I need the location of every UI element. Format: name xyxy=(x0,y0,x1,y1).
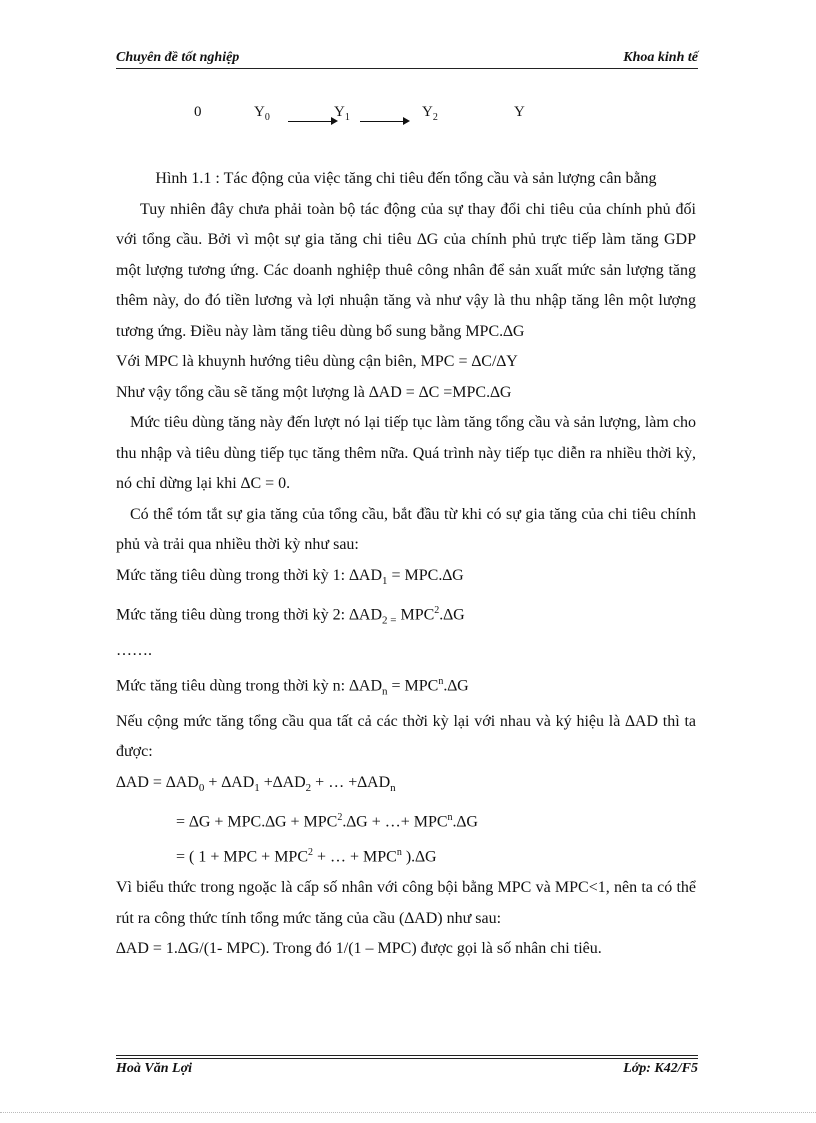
footer-left-text: Hoà Văn Lợi xyxy=(116,1061,192,1076)
axis-origin: 0 xyxy=(194,104,202,120)
axis-arrow-2 xyxy=(360,121,404,122)
footer-right-text: Lớp: K42/F5 xyxy=(623,1061,698,1076)
header-right-text: Khoa kinh tế xyxy=(623,50,698,65)
paragraph-2: Với MPC là khuynh hướng tiêu dùng cận biên, MPC = ∆C/∆Y xyxy=(116,353,518,370)
period-2-line: Mức tăng tiêu dùng trong thời kỳ 2: $\Delta AD_{2 =}$ MPC$^2$.∆G xyxy=(116,605,465,627)
figure-caption: Hình 1.1 : Tác động của việc tăng chi tiêu đến tổng cầu và sản lượng cân bằng xyxy=(155,170,657,187)
equation-3: = ( 1 + MPC + $MPC^2$ + … + $MPC^n$ ).∆G xyxy=(176,847,437,866)
paragraph-5: Có thể tóm tắt sự gia tăng của tổng cầu, bắt đầu từ khi có sự gia tăng của chi tiêu chính phủ và trải qua nhiều thời kỳ như sau: xyxy=(116,505,696,553)
equation-2: = $\Delta G + MPC.\Delta G + MPC^2.\Delta G$ + …+ $MPC^n.\Delta G$ xyxy=(176,812,478,831)
footer-rule-top xyxy=(116,1055,698,1056)
paragraph-8: ∆AD = 1.∆G/(1- MPC). Trong đó 1/(1 – MPC) được gọi là số nhân chi tiêu. xyxy=(116,940,602,958)
axis-y2: $Y_2$ xyxy=(422,104,438,123)
ellipsis-line: ……. xyxy=(116,642,152,660)
axis-y1: $Y_1$ xyxy=(334,104,350,123)
paragraph-6: Nếu cộng mức tăng tổng cầu qua tất cả các thời kỳ lại với nhau và ký hiệu là ∆AD thì ta được: xyxy=(116,712,696,761)
axis-y0: $Y_0$ xyxy=(254,104,270,123)
header-left-text: Chuyên đề tốt nghiệp xyxy=(116,50,240,65)
period-n-line: Mức tăng tiêu dùng trong thời kỳ n: $\Delta AD_n = MPC^n.\Delta G$ xyxy=(116,675,469,698)
period-1-line: Mức tăng tiêu dùng trong thời kỳ 1: $\Delta AD_1 = MPC.\Delta G$ xyxy=(116,566,464,587)
page-edge xyxy=(0,1112,816,1113)
paragraph-4: Mức tiêu dùng tăng này đến lượt nó lại tiếp tục làm tăng tổng cầu và sản lượng, làm cho thu nhập và tiêu dùng tiếp tục tăng thêm nữa. Quá trình này tiếp tục diễn ra nhiều thời kỳ, nó chỉ dừng lại khi ∆C = 0. xyxy=(116,414,696,492)
document-body xyxy=(116,164,696,965)
paragraph-7: Vì biểu thức trong ngoặc là cấp số nhân với công bội bằng MPC và MPC<1, nên ta có thể rút ra công thức tính tổng mức tăng của cầu (∆AD) như sau: xyxy=(116,879,696,927)
paragraph-3: Như vậy tổng cầu sẽ tăng một lượng là ∆AD = ∆C =MPC.∆G xyxy=(116,383,512,401)
footer-rule-bottom xyxy=(116,1058,698,1059)
axis-arrow-1 xyxy=(288,121,332,122)
equation-1: $\Delta AD = \Delta AD_0 + \Delta AD_1 +\Delta AD_2$ + … $+\Delta AD_n$ xyxy=(116,773,396,794)
paragraph-1: Tuy nhiên đây chưa phải toàn bộ tác động của sự thay đổi chi tiêu của chính phủ đối với tổng cầu. Bởi vì một sự gia tăng chi tiêu ∆G của chính phủ trực tiếp làm tăng GDP một lượng tương ứng. Các doanh nghiệp thuê công nhân để sản xuất mức sản lượng tăng thêm này, do đó tiền lương và lợi nhuận tăng và như vậy là thu nhập tăng lên một lượng tương ứng. Điều này làm tăng tiêu dùng bổ sung bằng MPC.∆G xyxy=(116,200,696,340)
header-rule xyxy=(116,68,698,69)
page-footer xyxy=(116,1061,698,1079)
axis-y: Y xyxy=(514,104,525,120)
page-header xyxy=(116,50,698,68)
